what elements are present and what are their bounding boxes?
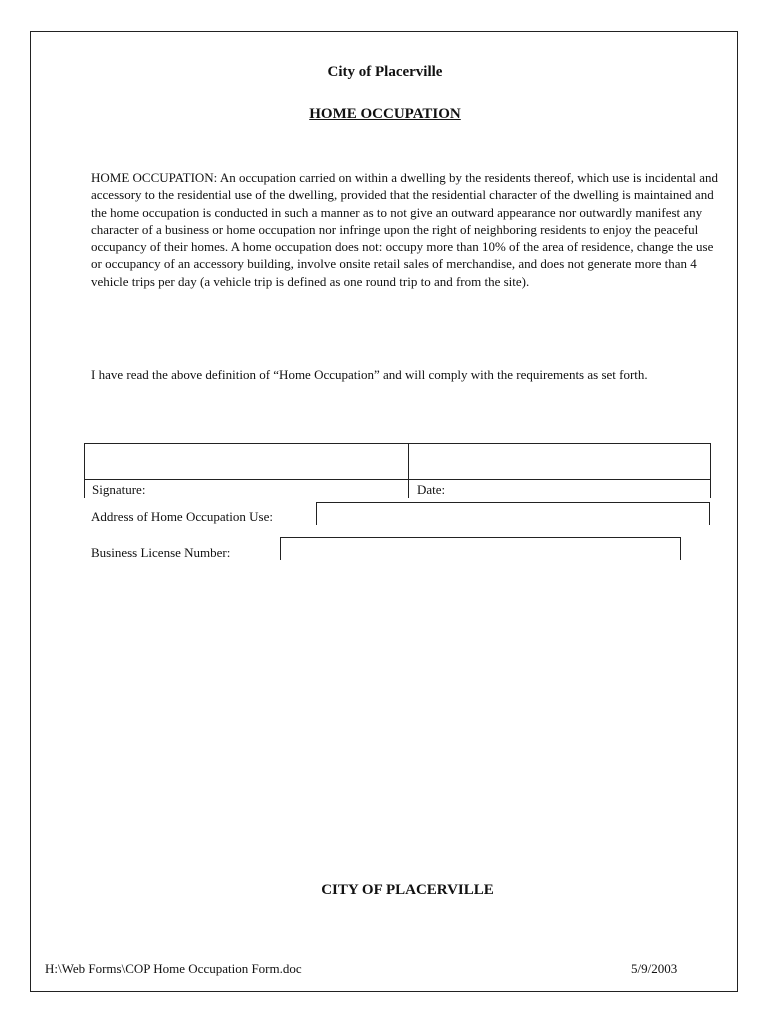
definition-paragraph: HOME OCCUPATION: An occupation carried on within a dwelling by the residents thereof, which use is incidental and accessory to the residential use of the dwelling, provided that the residential character of the dwelling is maintained and the home occupation is conducted in such a manner as to not give an outward appearance nor outwardly manifest any character of a business or home occupation nor infringe upon the right of neighboring residents to enjoy the peaceful occupancy of their homes. A home occupation does not: occupy more than 10% of the area of residence, change the use or occupancy of an accessory building, involve onsite retail sales of merchandise, and does not generate more than 4 vehicle trips per day (a vehicle trip is defined as one round trip to and from the site). <box>91 170 719 289</box>
city-heading: City of Placerville <box>327 64 443 80</box>
license-label: Business License Number: <box>91 545 231 560</box>
license-field[interactable] <box>280 537 681 560</box>
footer-date: 5/9/2003 <box>631 961 678 976</box>
signature-label: Signature: <box>92 482 146 497</box>
page-title: HOME OCCUPATION <box>309 106 461 122</box>
acknowledgement-paragraph: I have read the above definition of “Home Occupation” and will comply with the requirements as set forth. <box>91 367 648 382</box>
address-field[interactable] <box>316 502 710 525</box>
date-field[interactable] <box>408 443 711 498</box>
footer-file-path: H:\Web Forms\COP Home Occupation Form.doc <box>45 961 302 976</box>
date-label: Date: <box>417 482 446 497</box>
signature-line <box>84 479 711 480</box>
signature-date-table <box>84 443 711 498</box>
footer-city-heading: CITY OF PLACERVILLE <box>321 882 494 898</box>
address-label: Address of Home Occupation Use: <box>91 509 273 524</box>
